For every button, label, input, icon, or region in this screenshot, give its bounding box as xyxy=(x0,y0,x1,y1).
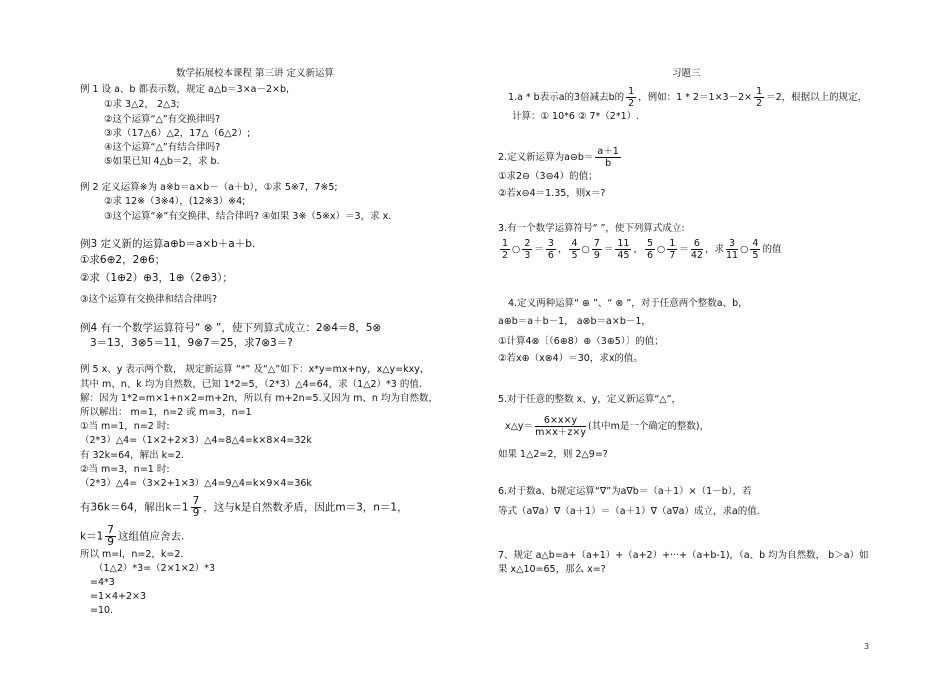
page-number: 3 xyxy=(864,642,870,651)
p2-line xyxy=(498,146,623,169)
fraction-denominator: 5 xyxy=(571,250,578,261)
fraction-numerator: 3 xyxy=(547,238,554,249)
p3-equation xyxy=(498,238,781,261)
fraction xyxy=(569,238,579,261)
fraction-denominator: 45 xyxy=(617,250,630,261)
fraction-denominator: m×x＋z×y xyxy=(535,427,586,438)
fraction-numerator: 11 xyxy=(617,238,630,249)
fraction-numerator: 4 xyxy=(571,238,578,249)
fraction xyxy=(535,415,586,438)
p5-line: 如果 1△2=2，则 2△9=? xyxy=(498,449,608,460)
fraction-numerator: 1 xyxy=(628,86,635,97)
ex1-line: ④这个运算“△”有结合律吗? xyxy=(104,142,221,153)
fraction-numerator: 1 xyxy=(756,86,763,97)
p4-line: ②若x⊕（x⊗4）＝30，求x的值。 xyxy=(498,353,643,364)
fraction xyxy=(750,238,760,261)
ex5-line: （2*3）△4=（3×2+1×3）△4=9△4=k×9×4=36k xyxy=(80,478,312,489)
fraction-denominator: b xyxy=(605,158,612,169)
fraction-denominator: 11 xyxy=(726,250,739,261)
operator: ＝ xyxy=(679,244,689,255)
ex5-line-fraction xyxy=(80,525,184,548)
ex5-line-fraction xyxy=(80,496,408,519)
fraction xyxy=(645,238,655,261)
ex1-line: ⑤如果已知 4△b＝2，求 b. xyxy=(104,156,220,167)
ex5-line: ②当 m=3，n=1 时: xyxy=(80,464,170,475)
ex5-line: ①当 m=1，n=2 时: xyxy=(80,421,170,432)
p4-line: ①计算4⊗〔（6⊕8）⊕（3⊕5）〕的值； xyxy=(498,336,664,347)
ex1-line: ①求 3△2， 2△3; xyxy=(104,99,180,110)
ex1-line: ③求（17△6）△2，17△（6△2）; xyxy=(104,128,251,139)
fraction-numerator: a＋1 xyxy=(597,146,619,157)
operator: ○ xyxy=(740,244,749,255)
ex5-text: ，这与k是自然数矛盾，因此m＝3，n＝1， xyxy=(203,501,408,514)
fraction-numerator: 7 xyxy=(593,238,600,249)
lecture-title: 数学拓展校本课程 第三讲 定义新运算 xyxy=(176,68,335,79)
fraction xyxy=(191,496,202,519)
fraction-denominator: 9 xyxy=(192,507,200,519)
operator: ○ xyxy=(581,244,590,255)
operator: ， xyxy=(557,244,568,255)
p5-line xyxy=(505,415,709,438)
fraction-numerator: 2 xyxy=(524,238,531,249)
fraction-numerator: 5 xyxy=(646,238,654,249)
ex3-line: 例3 定义新的运算a⊕b＝a×b＋a＋b. xyxy=(80,238,256,250)
fraction-denominator: 2 xyxy=(502,250,509,261)
ex5-text: k＝1 xyxy=(80,530,104,543)
fraction xyxy=(595,146,620,169)
ex5-text: 有36k＝64，解出k＝1 xyxy=(80,501,189,514)
fraction xyxy=(726,238,738,261)
ex3-line: ①求6⊕2，2⊕6； xyxy=(80,254,166,266)
ex5-text: 这组值应舍去. xyxy=(117,530,185,543)
fraction-denominator: 42 xyxy=(690,250,703,261)
ex4-line: 3＝13，3⊗5＝11，9⊗7＝25，求7⊗3＝? xyxy=(90,337,293,349)
fraction-denominator: 5 xyxy=(752,250,759,261)
fraction-numerator: 4 xyxy=(752,238,759,249)
operator: 的值 xyxy=(762,244,782,255)
fraction-denominator: 2 xyxy=(628,98,635,109)
ex5-line: =4*3 xyxy=(90,577,115,588)
ex5-line: =1×4+2×3 xyxy=(90,591,147,602)
fraction-numerator: 6×x×y xyxy=(535,415,586,427)
exercise-title: 习题三 xyxy=(672,68,701,79)
p5-text: x△y＝ xyxy=(505,421,534,432)
ex5-line: 解：因为 1*2=m×1+n×2=m+2n，所以有 m+2n=5.又因为 m、n 均为自然数， xyxy=(80,393,438,404)
ex5-line: （2*3）△4=（1×2+2×3）△4=8△4=k×8×4=32k xyxy=(80,435,312,446)
operator: ○ xyxy=(512,244,521,255)
ex5-line: 其中 m、n、k 均为自然数，已知 1*2=5，（2*3）△4=64，求（1△2）*3 的值. xyxy=(80,379,422,390)
fraction-denominator: 3 xyxy=(524,250,531,261)
fraction-numerator: 7 xyxy=(107,524,114,536)
p7-line: 果 x△10=65，那么 x=? xyxy=(498,564,606,575)
fraction xyxy=(667,238,677,261)
fraction xyxy=(754,86,764,109)
ex2-line: ③这个运算“※”有交换律、结合律吗? ④如果 3※（5※x）＝3，求 x. xyxy=(104,211,392,222)
p2-line: ①求2⊖（3⊖4）的值； xyxy=(498,171,598,182)
ex1-line: 例 1 设 a、b 都表示数，规定 a△b＝3×a－2×b, xyxy=(80,84,290,95)
fraction-numerator: 1 xyxy=(669,238,676,249)
p4-line: 4.定义两种运算“ ⊕ ”、“ ⊗ ”，对于任意两个整数a、b， xyxy=(508,298,748,309)
ex5-line: =10. xyxy=(90,605,114,616)
fraction-numerator: 7 xyxy=(192,495,200,507)
p5-text: (其中m是一个确定的整数)， xyxy=(587,421,710,432)
p3-line: 3.有一个数学运算符号“ ”，使下列算式成立: xyxy=(498,223,685,234)
ex1-line: ②这个运算“△”有交换律吗? xyxy=(104,114,221,125)
ex4-line: 例4 有一个数学运算符号“ ⊗ ”，使下列算式成立：2⊗4＝8，5⊗ xyxy=(80,322,382,334)
fraction-denominator: 2 xyxy=(756,98,763,109)
fraction xyxy=(105,525,116,548)
fraction-denominator: 6 xyxy=(547,250,554,261)
p1-line xyxy=(508,86,867,109)
operator: ＝ xyxy=(603,244,614,255)
fraction-denominator: 6 xyxy=(646,250,654,261)
fraction-numerator: 3 xyxy=(726,238,738,250)
ex5-line: 所以解出： m=1，n=2 或 m=3，n=1 xyxy=(80,407,252,418)
fraction xyxy=(592,238,602,261)
ex5-line: （1△2）*3=（2×1×2）*3 xyxy=(94,563,215,574)
fraction xyxy=(500,238,510,261)
p7-line: 7、规定 a△b=a+（a+1）+（a+2）+···+（a+b-1)，（a、b 均为自然数， b＞a）如 xyxy=(498,550,869,561)
operator: ○ xyxy=(657,244,666,255)
ex5-line: 有 32k=64，解出 k=2. xyxy=(80,450,185,461)
fraction-numerator: 6 xyxy=(691,238,703,250)
fraction-denominator: 9 xyxy=(107,536,114,548)
p2-text: 2.定义新运算为a⊖b＝ xyxy=(498,152,594,163)
fraction xyxy=(546,238,556,261)
fraction xyxy=(691,238,703,261)
p6-line: 等式（a∇a）∇（a＋1）＝（a＋1）∇（a∇a）成立，求a的值. xyxy=(498,506,760,517)
p5-line: 5.对于任意的整数 x、y，定义新运算“△”， xyxy=(498,394,681,405)
ex2-line: 例 2 定义运算※为 a※b＝a×b－（a＋b），①求 5※7，7※5; xyxy=(80,182,338,193)
p6-line: 6.对于数a、b规定运算“∇”为a∇b＝（a＋1）×（1－b），若 xyxy=(498,486,752,497)
p4-line: a⊕b＝a＋b－1， a⊗b＝a×b－1， xyxy=(498,316,651,327)
ex2-line: ②求 12※（3※4），(12※3）※4; xyxy=(104,196,246,207)
fraction xyxy=(615,238,631,261)
ex5-line: 所以 m=l，n=2，k=2. xyxy=(80,549,184,560)
fraction xyxy=(522,238,532,261)
fraction xyxy=(626,86,636,109)
fraction-denominator: 7 xyxy=(669,250,676,261)
operator: ， xyxy=(633,244,643,255)
operator: ＝ xyxy=(534,244,544,255)
p2-line: ②若x⊖4＝1.35，则x＝? xyxy=(498,188,606,199)
fraction-numerator: 1 xyxy=(502,238,509,249)
p1-text: ＝2，根据以上的规定， xyxy=(766,92,868,103)
p1-text: ，例如：1 * 2＝1×3－2× xyxy=(638,92,753,103)
p1-text: 1.a * b表示a的3倍减去b的 xyxy=(508,92,625,103)
operator: ，求 xyxy=(704,244,724,255)
ex5-line: 例 5 x、y 表示两个数， 规定新运算 “*” 及“△”如下：x*y=mx+ny，x△y=kxy， xyxy=(80,364,430,375)
p1-line: 计算：① 10*6 ② 7*（2*1）. xyxy=(512,111,640,122)
ex3-line: ③这个运算有交换律和结合律吗? xyxy=(80,294,218,305)
fraction-denominator: 9 xyxy=(593,250,600,261)
ex3-line: ②求（1⊕2）⊕3，1⊕（2⊕3）； xyxy=(80,272,233,284)
